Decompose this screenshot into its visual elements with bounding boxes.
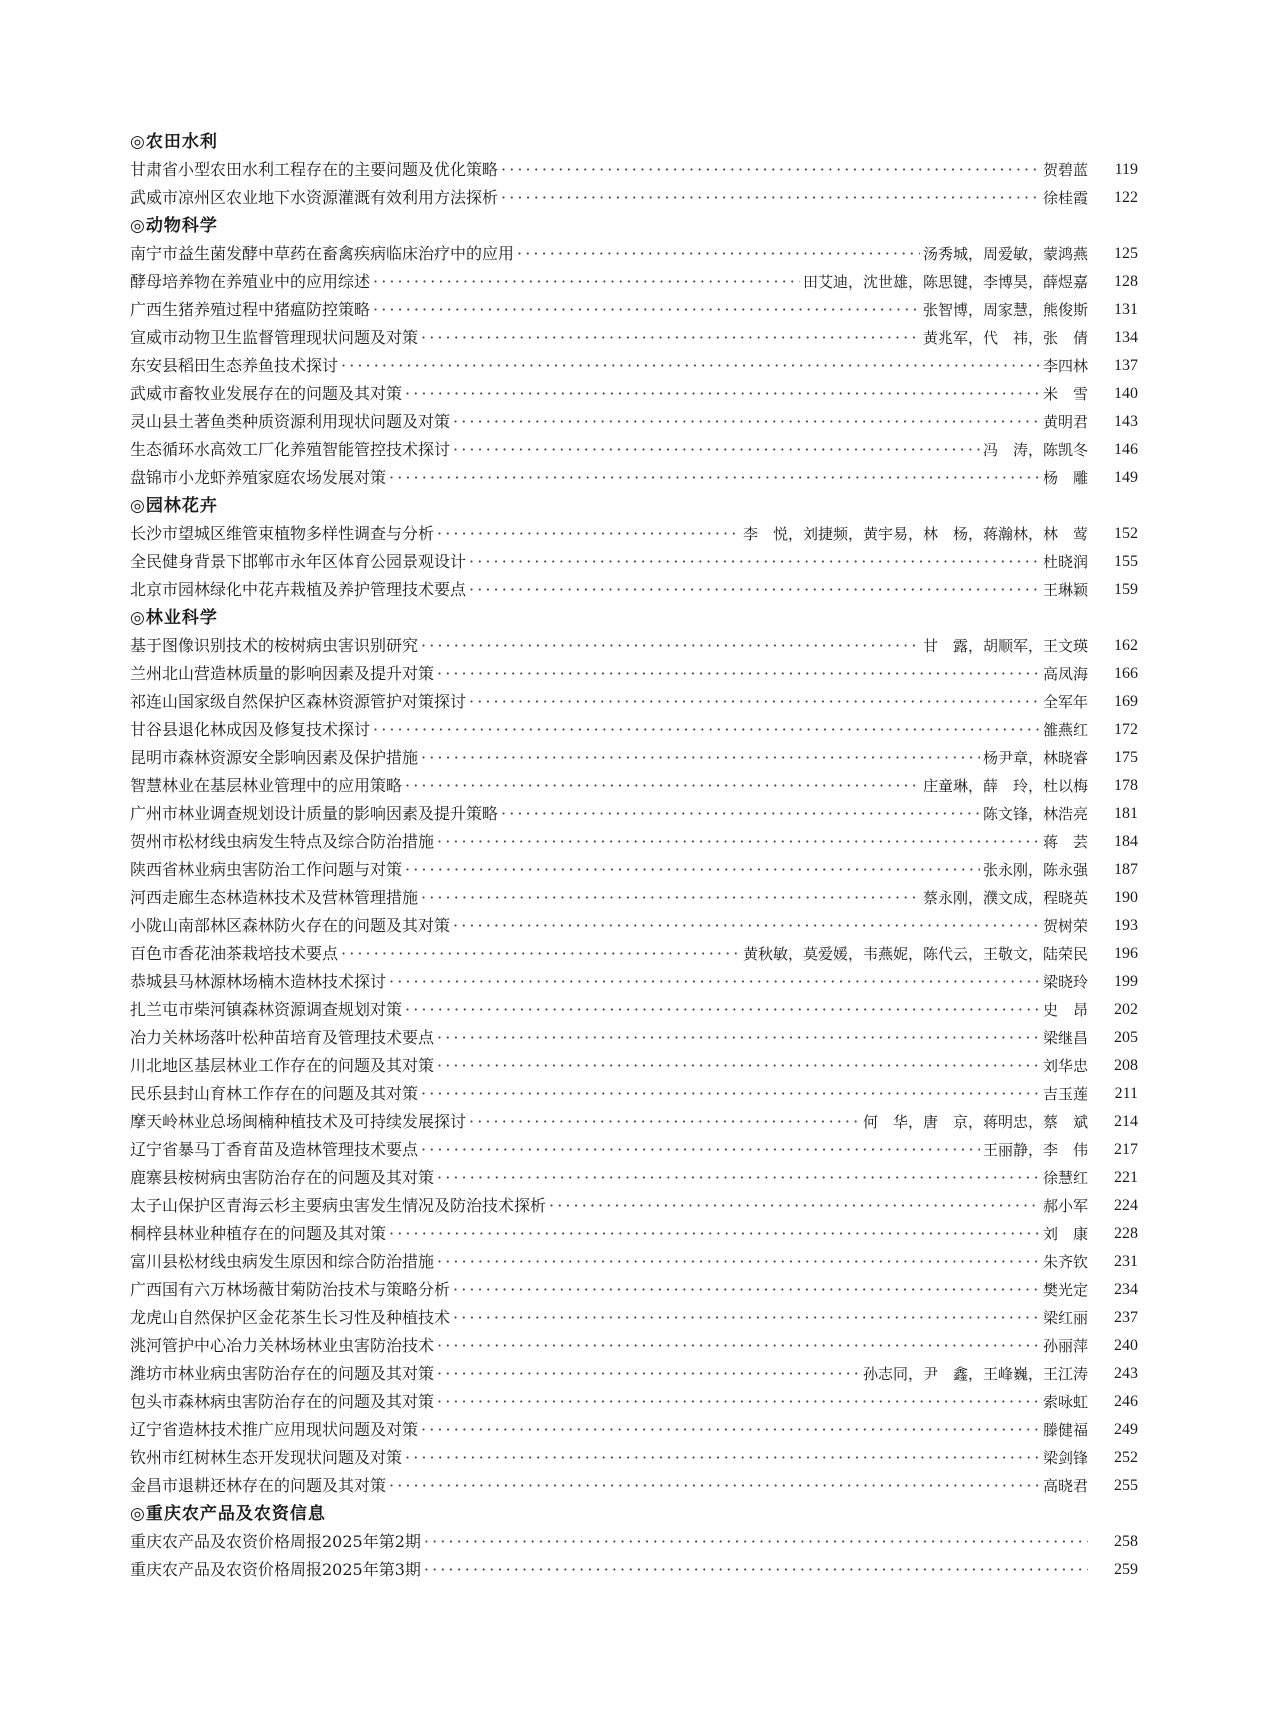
section-heading: ◎园林花卉 [130, 496, 218, 516]
dot-leader [373, 296, 920, 324]
entry-title: 民乐县封山育林工作存在的问题及其对策 [130, 1084, 419, 1103]
dot-leader [501, 184, 1040, 212]
dot-leader [437, 1388, 1040, 1416]
entry-title: 宣威市动物卫生监督管理现状问题及对策 [130, 328, 419, 347]
entry-authors: 杜晓润 [1042, 553, 1088, 571]
page-number: 143 [1114, 413, 1138, 430]
toc-entry[interactable] [130, 1444, 1138, 1472]
dot-leader [421, 1136, 980, 1164]
dot-leader [517, 240, 920, 268]
dot-leader [341, 940, 740, 968]
toc-entry[interactable] [130, 436, 1138, 464]
page-number: 234 [1114, 1281, 1138, 1298]
toc-entry[interactable] [130, 1276, 1138, 1304]
entry-title: 甘谷县退化林成因及修复技术探讨 [130, 720, 371, 739]
dot-leader [405, 856, 980, 884]
entry-title: 百色市香花油茶栽培技术要点 [130, 944, 339, 963]
page-number: 202 [1114, 1001, 1138, 1018]
entry-authors: 王琳颖 [1042, 581, 1088, 599]
entry-authors: 刘华忠 [1042, 1057, 1088, 1075]
entry-authors: 全军年 [1042, 693, 1088, 711]
entry-authors: 孙志同，尹 鑫，王峰巍，王江涛 [862, 1365, 1088, 1383]
page-number: 181 [1114, 805, 1138, 822]
dot-leader [501, 800, 980, 828]
toc-entry[interactable] [130, 380, 1138, 408]
entry-title: 广州市林业调查规划设计质量的影响因素及提升策略 [130, 804, 499, 823]
entry-title: 河西走廊生态林造林技术及营林管理措施 [130, 888, 419, 907]
entry-title: 昆明市森林资源安全影响因素及保护措施 [130, 748, 419, 767]
toc-entry[interactable] [130, 352, 1138, 380]
entry-title: 贺州市松材线虫病发生特点及综合防治措施 [130, 832, 435, 851]
entry-authors: 梁晓玲 [1042, 973, 1088, 991]
dot-leader [389, 1220, 1040, 1248]
page-number: 224 [1114, 1197, 1138, 1214]
dot-leader [389, 968, 1040, 996]
dot-leader [437, 1052, 1040, 1080]
page-number: 149 [1114, 469, 1138, 486]
entry-title: 东安县稻田生态养鱼技术探讨 [130, 356, 339, 375]
dot-leader [405, 996, 1040, 1024]
page-number: 119 [1114, 161, 1138, 178]
entry-title: 全民健身背景下邯郸市永年区体育公园景观设计 [130, 552, 467, 571]
toc-entry[interactable] [130, 548, 1138, 576]
dot-leader [405, 380, 1040, 408]
toc-entry[interactable] [130, 1304, 1138, 1332]
entry-authors: 李 悦，刘捷频，黄宇易，林 杨，蒋瀚林，林 莺 [742, 525, 1088, 543]
dot-leader [421, 324, 920, 352]
page-number: 190 [1114, 889, 1138, 906]
toc-entry[interactable] [130, 688, 1138, 716]
dot-leader [453, 436, 980, 464]
entry-authors: 贺碧蓝 [1042, 161, 1088, 179]
entry-authors: 徐桂霞 [1042, 189, 1088, 207]
dot-leader [421, 884, 920, 912]
page-number: 199 [1114, 973, 1138, 990]
entry-authors: 梁剑锋 [1042, 1449, 1088, 1467]
page-number: 221 [1114, 1169, 1138, 1186]
toc-entry[interactable] [130, 296, 1138, 324]
entry-authors: 黄秋敏，莫爱媛，韦燕妮，陈代云，王敬文，陆荣民 [742, 945, 1088, 963]
entry-title: 广西生猪养殖过程中猪瘟防控策略 [130, 300, 371, 319]
toc-entry[interactable] [130, 912, 1138, 940]
toc-entry[interactable] [130, 1024, 1138, 1052]
entry-authors: 梁继昌 [1042, 1029, 1088, 1047]
page-number: 252 [1114, 1449, 1138, 1466]
entry-title: 富川县松材线虫病发生原因和综合防治措施 [130, 1252, 435, 1271]
entry-title: 钦州市红树林生态开发现状问题及对策 [130, 1448, 403, 1467]
entry-authors: 张永刚，陈永强 [982, 861, 1088, 879]
dot-leader [389, 464, 1040, 492]
entry-title: 祁连山国家级自然保护区森林资源管护对策探讨 [130, 692, 467, 711]
dot-leader [469, 688, 1040, 716]
toc-entry[interactable] [130, 324, 1138, 352]
entry-title: 辽宁省暴马丁香育苗及造林管理技术要点 [130, 1140, 419, 1159]
toc-entry[interactable] [130, 1332, 1138, 1360]
entry-title: 川北地区基层林业工作存在的问题及其对策 [130, 1056, 435, 1075]
entry-title: 北京市园林绿化中花卉栽植及养护管理技术要点 [130, 580, 467, 599]
entry-authors: 吉玉莲 [1042, 1085, 1088, 1103]
dot-leader [469, 576, 1040, 604]
entry-title: 冶力关林场落叶松种苗培育及管理技术要点 [130, 1028, 435, 1047]
toc-entry[interactable] [130, 1164, 1138, 1192]
entry-title: 长沙市望城区维管束植物多样性调查与分析 [130, 524, 435, 543]
entry-title: 金昌市退耕还林存在的问题及其对策 [130, 1476, 387, 1495]
entry-title: 鹿寨县桉树病虫害防治存在的问题及其对策 [130, 1168, 435, 1187]
entry-authors: 雒燕红 [1042, 721, 1088, 739]
toc-entry[interactable] [130, 1052, 1138, 1080]
dot-leader [405, 1444, 1040, 1472]
toc-entry[interactable] [130, 1472, 1138, 1500]
entry-authors: 蔡永刚，濮文成，程晓英 [922, 889, 1088, 907]
dot-leader [437, 828, 1040, 856]
dot-leader [389, 1472, 1040, 1500]
entry-authors: 高凤海 [1042, 665, 1088, 683]
entry-authors: 庄童琳，薛 玲，杜以梅 [922, 777, 1088, 795]
toc-entry[interactable] [130, 1360, 1138, 1388]
dot-leader [469, 548, 1040, 576]
table-of-contents [130, 128, 1138, 1584]
entry-authors: 梁红丽 [1042, 1309, 1088, 1327]
entry-authors: 孙丽萍 [1042, 1337, 1088, 1355]
entry-title: 盘锦市小龙虾养殖家庭农场发展对策 [130, 468, 387, 487]
page-number: 208 [1114, 1057, 1138, 1074]
toc-entry[interactable] [130, 884, 1138, 912]
page-number: 169 [1114, 693, 1138, 710]
entry-title: 桐梓县林业种植存在的问题及其对策 [130, 1224, 387, 1243]
dot-leader [453, 408, 1040, 436]
toc-entry[interactable] [130, 268, 1138, 296]
toc-entry[interactable] [130, 1388, 1138, 1416]
toc-entry[interactable] [130, 1192, 1138, 1220]
dot-leader [437, 1360, 860, 1388]
dot-leader [373, 268, 800, 296]
entry-title: 酵母培养物在养殖业中的应用综述 [130, 272, 371, 291]
entry-title: 广西国有六万林场薇甘菊防治技术与策略分析 [130, 1280, 451, 1299]
dot-leader [421, 632, 920, 660]
page-number: 122 [1114, 189, 1138, 206]
page-number: 246 [1114, 1393, 1138, 1410]
dot-leader [501, 156, 1040, 184]
entry-title: 生态循环水高效工厂化养殖智能管控技术探讨 [130, 440, 451, 459]
entry-title: 武威市畜牧业发展存在的问题及其对策 [130, 384, 403, 403]
page-number: 128 [1114, 273, 1138, 290]
entry-title: 智慧林业在基层林业管理中的应用策略 [130, 776, 403, 795]
dot-leader [453, 912, 1040, 940]
entry-authors: 张智博，周家慧，熊俊斯 [922, 301, 1088, 319]
entry-authors: 李四林 [1042, 357, 1088, 375]
dot-leader [405, 772, 920, 800]
entry-authors: 米 雪 [1042, 385, 1088, 403]
page-number: 228 [1114, 1225, 1138, 1242]
toc-entry[interactable] [130, 716, 1138, 744]
entry-authors: 陈文锋，林浩亮 [982, 805, 1088, 823]
toc-entry[interactable] [130, 996, 1138, 1024]
entry-title: 包头市森林病虫害防治存在的问题及其对策 [130, 1392, 435, 1411]
toc-entry[interactable] [130, 632, 1138, 660]
toc-entry[interactable] [130, 520, 1138, 548]
entry-authors: 田艾迪，沈世雄，陈思键，李博昊，薛煜嘉 [802, 273, 1088, 291]
toc-entry[interactable] [130, 744, 1138, 772]
entry-title: 甘肃省小型农田水利工程存在的主要问题及优化策略 [130, 160, 499, 179]
page-number: 152 [1114, 525, 1138, 542]
toc-entry[interactable] [130, 576, 1138, 604]
entry-authors: 朱齐钦 [1042, 1253, 1088, 1271]
entry-authors: 甘 露，胡顺军，王文瑛 [922, 637, 1088, 655]
page-number: 240 [1114, 1337, 1138, 1354]
page-number: 175 [1114, 749, 1138, 766]
entry-authors: 杨 雕 [1042, 469, 1088, 487]
entry-title: 潍坊市林业病虫害防治存在的问题及其对策 [130, 1364, 435, 1383]
page-number: 211 [1114, 1085, 1138, 1102]
dot-leader [437, 660, 1040, 688]
entry-authors: 樊光定 [1042, 1281, 1088, 1299]
dot-leader [373, 716, 1040, 744]
page-number: 259 [1114, 1561, 1138, 1578]
page-number: 178 [1114, 777, 1138, 794]
entry-authors: 刘 康 [1042, 1225, 1088, 1243]
toc-entry[interactable] [130, 184, 1138, 212]
toc-entry[interactable] [130, 940, 1138, 968]
page-number: 159 [1114, 581, 1138, 598]
toc-entry[interactable] [130, 1556, 1138, 1584]
dot-leader [421, 1080, 1040, 1108]
dot-leader [437, 1164, 1040, 1192]
dot-leader [421, 1416, 1040, 1444]
entry-title: 洮河管护中心冶力关林场林业虫害防治技术 [130, 1336, 435, 1355]
entry-title: 陕西省林业病虫害防治工作问题与对策 [130, 860, 403, 879]
toc-entry[interactable] [130, 408, 1138, 436]
dot-leader [424, 1528, 1088, 1556]
toc-entry[interactable] [130, 660, 1138, 688]
entry-authors: 蒋 芸 [1042, 833, 1088, 851]
page-number: 137 [1114, 357, 1138, 374]
dot-leader [437, 1024, 1040, 1052]
dot-leader [437, 520, 740, 548]
entry-authors: 高晓君 [1042, 1477, 1088, 1495]
toc-entry[interactable] [130, 828, 1138, 856]
toc-entry[interactable] [130, 464, 1138, 492]
entry-title: 扎兰屯市柴河镇森林资源调查规划对策 [130, 1000, 403, 1019]
page-number: 140 [1114, 385, 1138, 402]
entry-authors: 索咏虹 [1042, 1393, 1088, 1411]
page-number: 162 [1114, 637, 1138, 654]
page-number: 214 [1114, 1113, 1138, 1130]
toc-entry[interactable] [130, 240, 1138, 268]
entry-title: 基于图像识别技术的桉树病虫害识别研究 [130, 636, 419, 655]
page-number: 193 [1114, 917, 1138, 934]
entry-authors: 郝小军 [1042, 1197, 1088, 1215]
page-number: 255 [1114, 1477, 1138, 1494]
page-number: 134 [1114, 329, 1138, 346]
section-heading: ◎重庆农产品及农资信息 [130, 1504, 326, 1524]
page-number: 249 [1114, 1421, 1138, 1438]
entry-title: 摩天岭林业总场闽楠种植技术及可持续发展探讨 [130, 1112, 467, 1131]
entry-title: 太子山保护区青海云杉主要病虫害发生情况及防治技术探析 [130, 1196, 547, 1215]
entry-title: 灵山县土著鱼类种质资源利用现状问题及对策 [130, 412, 451, 431]
toc-entry[interactable] [130, 800, 1138, 828]
page-number: 243 [1114, 1365, 1138, 1382]
entry-authors: 滕健福 [1042, 1421, 1088, 1439]
entry-title: 小陇山南部林区森林防火存在的问题及其对策 [130, 916, 451, 935]
entry-authors: 史 昂 [1042, 1001, 1088, 1019]
page-number: 231 [1114, 1253, 1138, 1270]
toc-entry[interactable] [130, 968, 1138, 996]
toc-entry[interactable] [130, 856, 1138, 884]
page-number: 166 [1114, 665, 1138, 682]
entry-authors: 何 华，唐 京，蒋明忠，蔡 斌 [862, 1113, 1088, 1131]
entry-title: 兰州北山营造林质量的影响因素及提升对策 [130, 664, 435, 683]
entry-title: 重庆农产品及农资价格周报2025年第2期 [130, 1532, 421, 1551]
toc-entry[interactable] [130, 1528, 1138, 1556]
entry-authors: 冯 涛，陈凯冬 [982, 441, 1088, 459]
entry-authors: 贺树荣 [1042, 917, 1088, 935]
entry-authors: 黄明君 [1042, 413, 1088, 431]
dot-leader [437, 1248, 1040, 1276]
page-number: 217 [1114, 1141, 1138, 1158]
dot-leader [424, 1556, 1088, 1584]
page-number: 155 [1114, 553, 1138, 570]
page-number: 196 [1114, 945, 1138, 962]
dot-leader [469, 1108, 860, 1136]
dot-leader [437, 1332, 1040, 1360]
section-heading: ◎动物科学 [130, 216, 218, 236]
toc-entry[interactable] [130, 1248, 1138, 1276]
dot-leader [421, 744, 980, 772]
section-heading: ◎林业科学 [130, 608, 218, 628]
entry-authors: 黄兆军，代 祎，张 倩 [922, 329, 1088, 347]
dot-leader [453, 1304, 1040, 1332]
page-number: 172 [1114, 721, 1138, 738]
entry-authors: 汤秀城，周爱敏，蒙鸿燕 [922, 245, 1088, 263]
page-number: 184 [1114, 833, 1138, 850]
toc-entry[interactable] [130, 1416, 1138, 1444]
dot-leader [549, 1192, 1040, 1220]
entry-authors: 徐慧红 [1042, 1169, 1088, 1187]
entry-title: 恭城县马林源林场楠木造林技术探讨 [130, 972, 387, 991]
toc-entry[interactable] [130, 1136, 1138, 1164]
page-number: 205 [1114, 1029, 1138, 1046]
entry-authors: 王丽静，李 伟 [982, 1141, 1088, 1159]
dot-leader [341, 352, 1040, 380]
toc-entry[interactable] [130, 1220, 1138, 1248]
toc-entry[interactable] [130, 772, 1138, 800]
entry-title: 辽宁省造林技术推广应用现状问题及对策 [130, 1420, 419, 1439]
page-number: 237 [1114, 1309, 1138, 1326]
section-heading: ◎农田水利 [130, 132, 218, 152]
page-number: 146 [1114, 441, 1138, 458]
entry-title: 龙虎山自然保护区金花茶生长习性及种植技术 [130, 1308, 451, 1327]
entry-title: 重庆农产品及农资价格周报2025年第3期 [130, 1560, 421, 1579]
entry-title: 南宁市益生菌发酵中草药在畜禽疾病临床治疗中的应用 [130, 244, 515, 263]
page-number: 258 [1114, 1533, 1138, 1550]
toc-entry[interactable] [130, 1108, 1138, 1136]
page-number: 131 [1114, 301, 1138, 318]
page-number: 125 [1114, 245, 1138, 262]
entry-title: 武威市凉州区农业地下水资源灌溉有效利用方法探析 [130, 188, 499, 207]
entry-authors: 杨尹章，林晓睿 [982, 749, 1088, 767]
dot-leader [453, 1276, 1040, 1304]
toc-entry[interactable] [130, 156, 1138, 184]
toc-entry[interactable] [130, 1080, 1138, 1108]
page-number: 187 [1114, 861, 1138, 878]
